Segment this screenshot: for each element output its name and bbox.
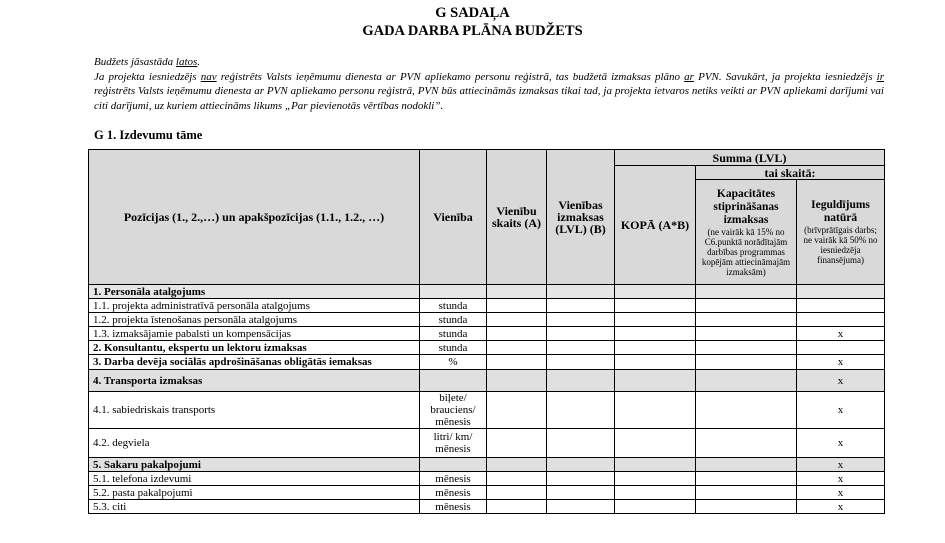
table-row (89, 486, 885, 500)
row-unit-count (487, 327, 547, 341)
row-label: 1. Personāla atalgojums (89, 285, 420, 299)
row-unit-count (487, 355, 547, 370)
row-capacity (696, 486, 797, 500)
table-title: G 1. Izdevumu tāme (94, 128, 203, 142)
row-capacity (696, 313, 797, 327)
row-capacity (696, 458, 797, 472)
table-row (89, 355, 885, 370)
row-total (615, 472, 696, 486)
row-label: 1.3. izmaksājamie pabalsti un kompensācijas (89, 327, 420, 341)
row-label: 5.1. telefona izdevumi (89, 472, 420, 486)
section-subheading: GADA DARBA PLĀNA BUDŽETS (362, 23, 583, 39)
intro-text-fragment: reģistrēts Valsts ieņēmumu dienesta ar PVN apliekamo personu reģistrā, tas budžetā izmaksas plāno (216, 70, 685, 83)
row-unit-cost (547, 429, 615, 458)
table-row (89, 429, 885, 458)
intro-text-underlined: nav (200, 70, 217, 83)
row-inkind (797, 341, 885, 355)
intro-paragraph-2 (94, 70, 884, 114)
row-unit: litri/ km/ mēnesis (420, 429, 487, 458)
row-inkind: x (797, 429, 885, 458)
row-unit-count (487, 341, 547, 355)
header-capacity-title: Kapacitātes stiprināšanas izmaksas (713, 187, 779, 226)
row-capacity (696, 429, 797, 458)
header-sum: Summa (LVL) (615, 150, 885, 166)
row-unit: stunda (420, 299, 487, 313)
row-unit-cost (547, 472, 615, 486)
row-label: 4. Transporta izmaksas (89, 370, 420, 392)
row-unit-cost (547, 341, 615, 355)
row-unit-cost (547, 500, 615, 514)
row-unit-cost (547, 486, 615, 500)
row-unit-count (487, 370, 547, 392)
row-unit-cost (547, 370, 615, 392)
row-capacity (696, 370, 797, 392)
row-label: 3. Darba devēja sociālās apdrošināšanas obligātās iemaksas (89, 355, 420, 370)
row-unit-cost (547, 458, 615, 472)
row-total (615, 458, 696, 472)
row-unit: mēnesis (420, 486, 487, 500)
row-capacity (696, 327, 797, 341)
table-row (89, 370, 885, 392)
row-unit-cost (547, 327, 615, 341)
row-label: 5.3. citi (89, 500, 420, 514)
header-inkind (797, 180, 885, 285)
row-unit-count (487, 299, 547, 313)
row-unit-cost (547, 313, 615, 327)
row-label: 5.2. pasta pakalpojumi (89, 486, 420, 500)
row-unit-count (487, 392, 547, 429)
row-label: 5. Sakaru pakalpojumi (89, 458, 420, 472)
row-capacity (696, 392, 797, 429)
table-row (89, 285, 885, 299)
header-of-which: tai skaitā: (696, 166, 885, 180)
row-unit (420, 370, 487, 392)
row-capacity (696, 500, 797, 514)
header-capacity-note: (ne vairāk kā 15% no C6.punktā norādītajām darbības programmas kopējām attiecināmajām izmaksām) (701, 226, 791, 277)
header-unit: Vienība (420, 150, 487, 285)
row-unit-cost (547, 392, 615, 429)
header-inkind-note: (brīvprātīgais darbs; ne vairāk kā 50% no iesniedzēja finansējuma) (803, 225, 878, 265)
row-unit (420, 285, 487, 299)
row-label: 4.2. degviela (89, 429, 420, 458)
row-unit (420, 458, 487, 472)
table-row (89, 392, 885, 429)
table-row (89, 299, 885, 313)
intro-text-fragment: Ja projekta iesniedzējs (94, 70, 201, 83)
row-total (615, 392, 696, 429)
intro-text-fragment: Budžets jāsastāda (94, 56, 176, 68)
row-inkind: x (797, 370, 885, 392)
row-capacity (696, 285, 797, 299)
row-unit: mēnesis (420, 500, 487, 514)
table-row (89, 313, 885, 327)
row-label: 2. Konsultantu, ekspertu un lektoru izmaksas (89, 341, 420, 355)
row-total (615, 486, 696, 500)
row-unit-cost (547, 299, 615, 313)
row-label: 1.1. projekta administratīvā personāla atalgojums (89, 299, 420, 313)
header-inkind-title: Ieguldījums natūrā (811, 199, 870, 224)
row-inkind: x (797, 327, 885, 341)
section-heading: G SADAĻA (435, 5, 510, 21)
row-label: 1.2. projekta īstenošanas personāla atalgojums (89, 313, 420, 327)
table-row (89, 341, 885, 355)
row-capacity (696, 341, 797, 355)
row-total (615, 313, 696, 327)
row-capacity (696, 355, 797, 370)
intro-text (94, 55, 884, 113)
table-row (89, 327, 885, 341)
row-unit-count (487, 313, 547, 327)
row-total (615, 299, 696, 313)
row-total (615, 355, 696, 370)
intro-text-fragment: PVN. Savukārt, ja projekta iesniedzējs (693, 70, 877, 83)
intro-text-underlined: ar (684, 70, 694, 83)
row-inkind (797, 313, 885, 327)
row-unit-count (487, 458, 547, 472)
row-unit: stunda (420, 327, 487, 341)
table-row (89, 458, 885, 472)
row-unit-count (487, 285, 547, 299)
header-total: KOPĀ (A*B) (615, 166, 696, 285)
row-total (615, 429, 696, 458)
intro-paragraph-1 (94, 55, 884, 70)
row-inkind: x (797, 458, 885, 472)
row-inkind (797, 285, 885, 299)
row-unit: stunda (420, 313, 487, 327)
header-unit-count: Vienību skaits (A) (487, 150, 547, 285)
row-unit: mēnesis (420, 472, 487, 486)
intro-text-fragment: reģistrēts Valsts ieņēmumu dienesta ar PVN apliekamo personu reģistrā, PVN būs attiecināmās izmaksas tikai tad, ja projekta ietvaros netiks veikti ar PVN apliekami darījumi vai citi darījumi, uz kuriem attiecināms likums „Par pievienotās vērtības nodokli”. (94, 85, 884, 112)
intro-text-underlined: latos (175, 56, 198, 68)
row-capacity (696, 472, 797, 486)
row-inkind: x (797, 500, 885, 514)
row-total (615, 341, 696, 355)
row-unit-cost (547, 355, 615, 370)
row-inkind (797, 299, 885, 313)
expense-table (88, 149, 885, 514)
table-row (89, 472, 885, 486)
intro-text-fragment: . (197, 56, 201, 68)
row-unit-count (487, 486, 547, 500)
row-unit-count (487, 500, 547, 514)
row-unit-count (487, 472, 547, 486)
row-total (615, 500, 696, 514)
row-unit: biļete/ brauciens/ mēnesis (420, 392, 487, 429)
header-positions: Pozīcijas (1., 2.,…) un apakšpozīcijas (1.1., 1.2., …) (89, 150, 420, 285)
intro-text-underlined: ir (876, 70, 885, 83)
row-unit: % (420, 355, 487, 370)
row-inkind: x (797, 486, 885, 500)
row-unit: stunda (420, 341, 487, 355)
row-total (615, 370, 696, 392)
row-inkind: x (797, 355, 885, 370)
row-capacity (696, 299, 797, 313)
row-total (615, 327, 696, 341)
row-unit-cost (547, 285, 615, 299)
row-unit-count (487, 429, 547, 458)
row-label: 4.1. sabiedriskais transports (89, 392, 420, 429)
row-total (615, 285, 696, 299)
row-inkind: x (797, 472, 885, 486)
table-row (89, 500, 885, 514)
header-capacity (696, 180, 797, 285)
row-inkind: x (797, 392, 885, 429)
header-unit-cost: Vienības izmaksas (LVL) (B) (547, 150, 615, 285)
